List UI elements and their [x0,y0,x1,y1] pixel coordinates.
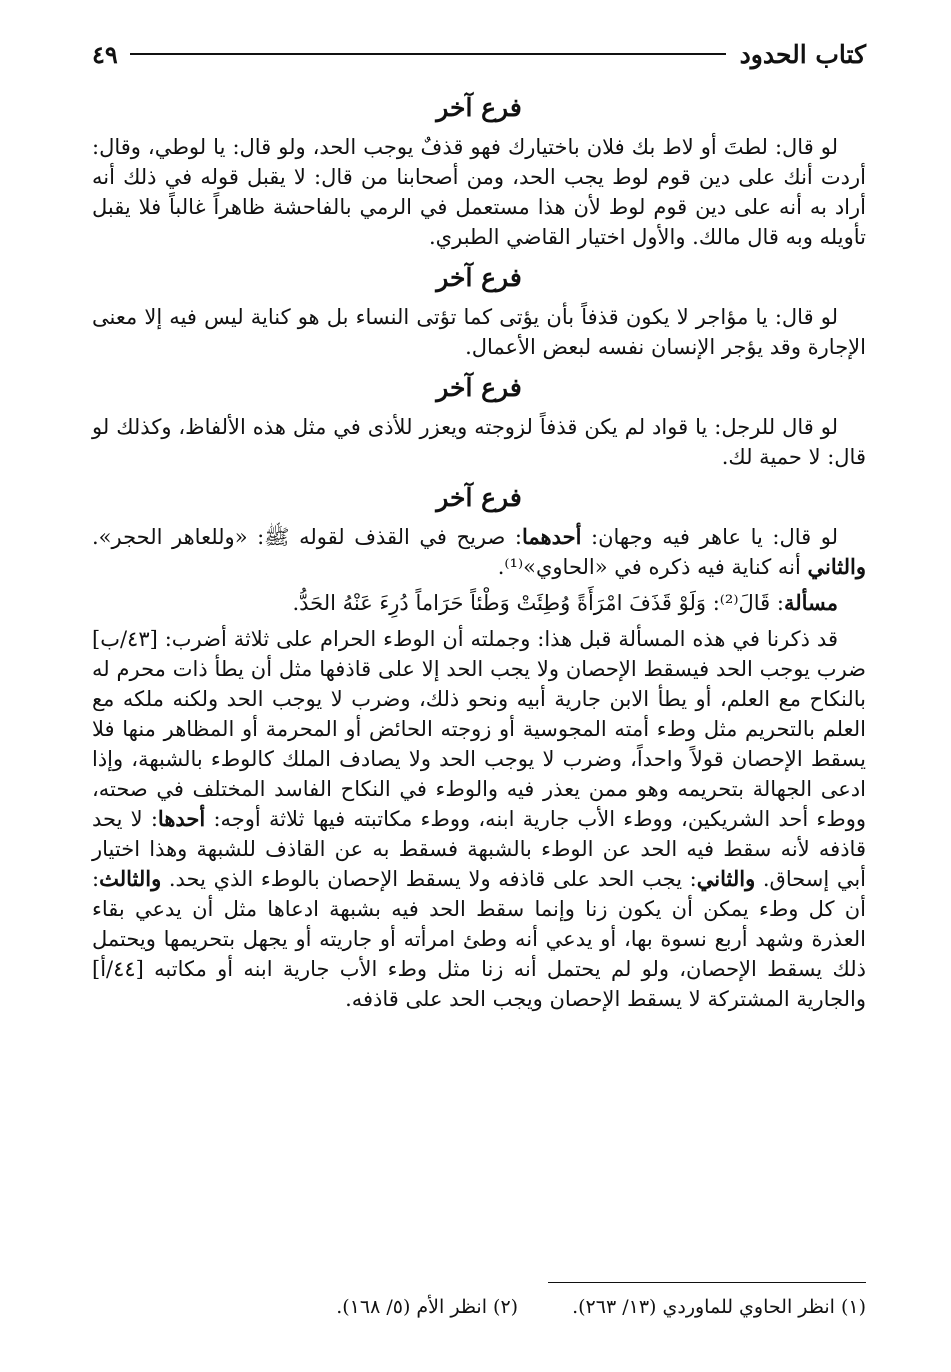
footnotes [92,1282,866,1321]
paragraph-text: قد ذكرنا في هذه المسألة قبل هذا: وجملته أن الوطء الحرام على ثلاثة أضرب: [٤٣/ب] ضرب يوجب الحد فيسقط الإحصان ولا يجب الحد إلا على قاذفها مثل أن يطأ ذات محرم له بالنكاح مع العلم، أو يطأ الابن جارية أبيه ونحو ذلك، وضرب لا يوجب الحد ولكنه ملكه مع العلم بالتحريم مثل وطء أمته المجوسية أو زوجته الحائض أو المحرمة أو المظاهر منها فلا يسقط الإحصان قولاً واحداً، وضرب لا يوجب الحد ولا يصادف الملك كالوطء بالشبهة، وإذا ادعى الجهالة بتحريمه وهو ممن يعذر فيه والوطء في النكاح الفاسد المختلف في صحته، ووطء أحد الشريكين، ووطء الأب جارية ابنه، ووطء مكاتبته فيها ثلاثة أوجه: [92,627,867,831]
masala-label: مسألة [783,590,838,615]
paragraph-text: : صريح في القذف لقوله ﷺ: «وللعاهر الحجر». [92,525,522,549]
paragraph-text: أنه كناية فيه ذكره في «الحاوي»⁽¹⁾. [497,555,808,579]
section-heading: فرع آخر [436,373,522,402]
footnote-line [92,1293,866,1321]
bold-term: أحدها [157,806,206,831]
section-heading: فرع آخر [436,483,522,512]
footnote-rule [548,1282,866,1283]
section-paragraph [92,522,866,582]
paragraph-text: : يجب الحد على قاذفه ولا يسقط الإحصان بالوطء الذي يحد. [161,867,697,891]
masala-text: : قَالَ⁽²⁾: وَلَوْ قَذَفَ امْرَأَةً وُطِئَتْ وَطْئاً حَرَاماً دُرِءَ عَنْهُ الحَدُّ. [292,591,784,615]
page-body [92,84,866,1020]
bold-term: والثاني [696,866,756,891]
masala-paragraph [92,588,866,618]
running-header [92,34,866,74]
book-title: كتاب الحدود [739,39,866,69]
discussion-paragraph [92,624,866,1014]
section-heading: فرع آخر [436,263,522,292]
paragraph-text: : لا يحد قاذفه لأنه سقط فيه الحد عن الوطء بالشبهة فسقط به عن القاذف للشبهة وهذا اختيار أبي إسحاق. [92,807,867,891]
bold-term: والثاني [807,554,866,579]
footnote-2: (٢) انظر الأم (٥/ ١٦٨). [336,1296,519,1318]
header-rule [130,53,726,55]
bold-term: أحدهما [521,524,582,549]
section-heading: فرع آخر [436,93,522,122]
section-paragraph: لو قال: لطتَ أو لاط بك فلان باختيارك فهو قذفٌ يوجب الحد، ولو قال: يا لوطي، وقال: أردت أنك على دين قوم لوط يجب الحد، ومن أصحابنا من قال: لا يقبل قوله في ذلك أنه أراد به أنه على دين قوم لوط لأن هذا مستعمل في الرمي بالفاحشة ظاهراً غالباً فلا يقبل تأويله وبه قال مالك. والأول اختيار القاضي الطبري. [92,135,866,249]
paragraph-text: : أن كل وطء يمكن أن يكون زنا وإنما سقط الحد فيه بشبهة ادعاها مثل أن يدعي بقاء العذرة وشهد أربع نسوة بها، أو يدعي أنه وطئ امرأته أو جاريته أو يجهل بتحريمها ويحتمل ذلك يسقط الإحصان، ولو لم يحتمل أنه زنا مثل وطء الأب جارية ابنه أو مكاتبه [٤٤/أ] والجارية المشتركة لا يسقط الإحصان ويجب الحد على قاذفه. [92,867,866,1011]
section-paragraph: لو قال للرجل: يا قواد لم يكن قذفاً لزوجته ويعزر للأذى في مثل هذه الألفاظ، وكذلك لو قال: لا حمية لك. [92,415,866,469]
page-number: ٤٩ [92,39,118,69]
footnote-1: (١) انظر الحاوي للماوردي (١٣/ ٢٦٣). [572,1296,866,1318]
bold-term: والثالث [99,866,162,891]
section-paragraph: لو قال: يا مؤاجر لا يكون قذفاً بأن يؤتى كما تؤتى النساء بل هو كناية ليس فيه إلا معنى الإجارة وقد يؤجر الإنسان نفسه لبعض الأعمال. [92,305,866,359]
paragraph-text: لو قال: يا عاهر فيه وجهان: [581,525,838,549]
